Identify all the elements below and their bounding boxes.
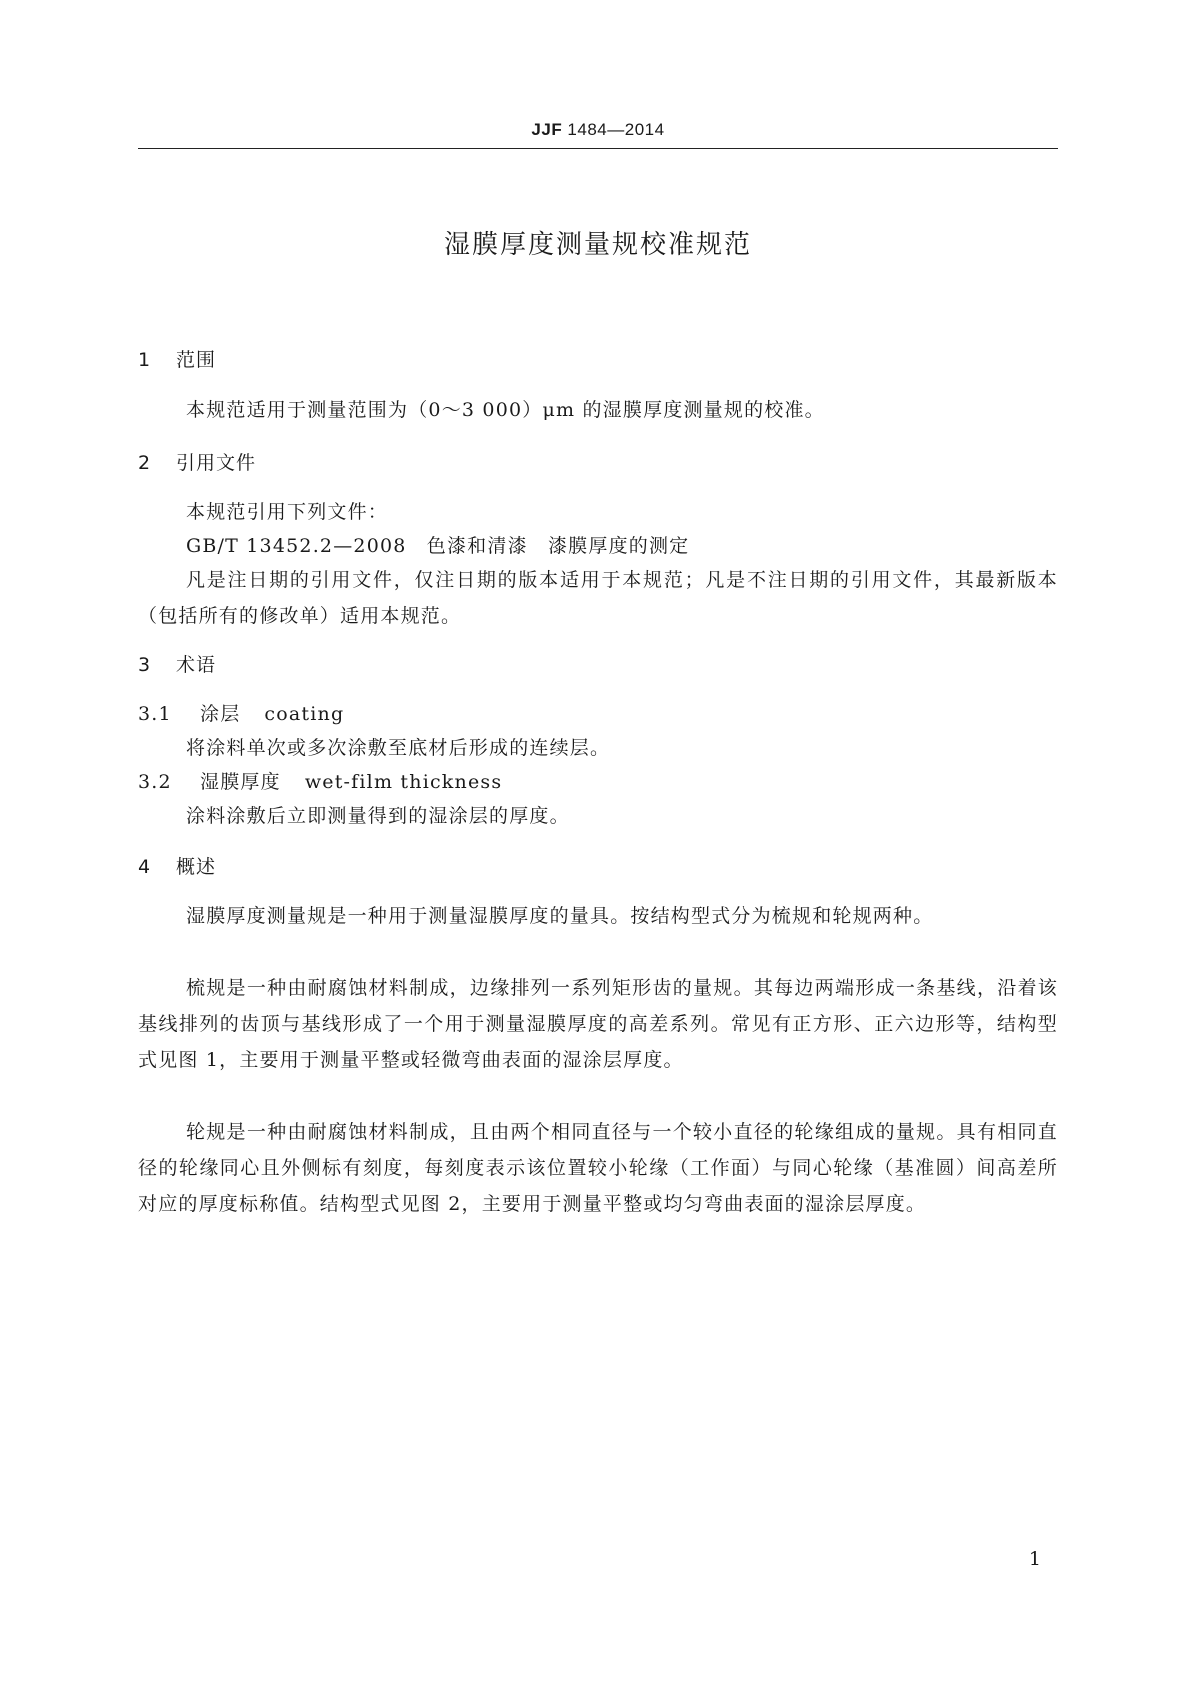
section-title: 引用文件	[176, 452, 257, 474]
section-1-heading	[138, 345, 1058, 372]
section-4-paragraph-1: 湿膜厚度测量规是一种用于测量湿膜厚度的量具。按结构型式分为梳规和轮规两种。	[186, 905, 934, 927]
term-3-2-definition: 涂料涂敷后立即测量得到的湿涂层的厚度。	[186, 805, 570, 827]
section-number: 2	[138, 452, 152, 474]
section-title: 范围	[176, 349, 217, 371]
section-4-paragraph-3: 轮规是一种由耐腐蚀材料制成，且由两个相同直径与一个较小直径的轮缘组成的量规。具有相同直径的轮缘同心且外侧标有刻度，每刻度表示该位置较小轮缘（工作面）与同心轮缘（基准圆）间高差所对应的厚度标称值。结构型式见图 2，主要用于测量平整或均匀弯曲表面的湿涂层厚度。	[138, 1121, 1058, 1215]
term-english: wet-film thickness	[304, 771, 503, 793]
section-number: 3	[138, 654, 152, 676]
term-chinese: 涂层	[200, 703, 241, 725]
page-number: 1	[1028, 1548, 1041, 1570]
normative-reference: GB/T 13452.2—2008 色漆和清漆 漆膜厚度的测定	[186, 535, 690, 557]
section-1-paragraph: 本规范适用于测量范围为（0～3 000）μm 的湿膜厚度测量规的校准。	[186, 399, 825, 421]
section-2-intro: 本规范引用下列文件：	[186, 501, 389, 523]
term-chinese: 湿膜厚度	[200, 771, 281, 793]
term-3-1-definition: 将涂料单次或多次涂敷至底材后形成的连续层。	[186, 737, 611, 759]
term-3-2	[138, 764, 1058, 800]
section-4-paragraph-2: 梳规是一种由耐腐蚀材料制成，边缘排列一系列矩形齿的量规。其每边两端形成一条基线，沿着该基线排列的齿顶与基线形成了一个用于测量湿膜厚度的高差系列。常见有正方形、正六边形等，结构型式见图 1，主要用于测量平整或轻微弯曲表面的湿涂层厚度。	[138, 977, 1058, 1071]
running-header	[138, 120, 1058, 140]
term-english: coating	[264, 703, 345, 725]
term-number: 3.2	[138, 771, 172, 793]
term-number: 3.1	[138, 703, 172, 725]
section-3-heading	[138, 650, 1058, 677]
section-2-paragraph: 凡是注日期的引用文件，仅注日期的版本适用于本规范；凡是不注日期的引用文件，其最新版本（包括所有的修改单）适用本规范。	[138, 569, 1058, 627]
section-title: 概述	[176, 856, 217, 878]
header-rule	[138, 148, 1058, 149]
header-code-prefix: JJF	[531, 120, 563, 139]
section-title: 术语	[176, 654, 217, 676]
section-2-heading	[138, 448, 1058, 475]
header-code-rest: 1484—2014	[562, 120, 665, 139]
term-3-1	[138, 696, 1058, 732]
section-4-heading	[138, 852, 1058, 879]
section-number: 1	[138, 349, 152, 371]
document-title: 湿膜厚度测量规校准规范	[443, 230, 752, 260]
section-number: 4	[138, 856, 152, 878]
